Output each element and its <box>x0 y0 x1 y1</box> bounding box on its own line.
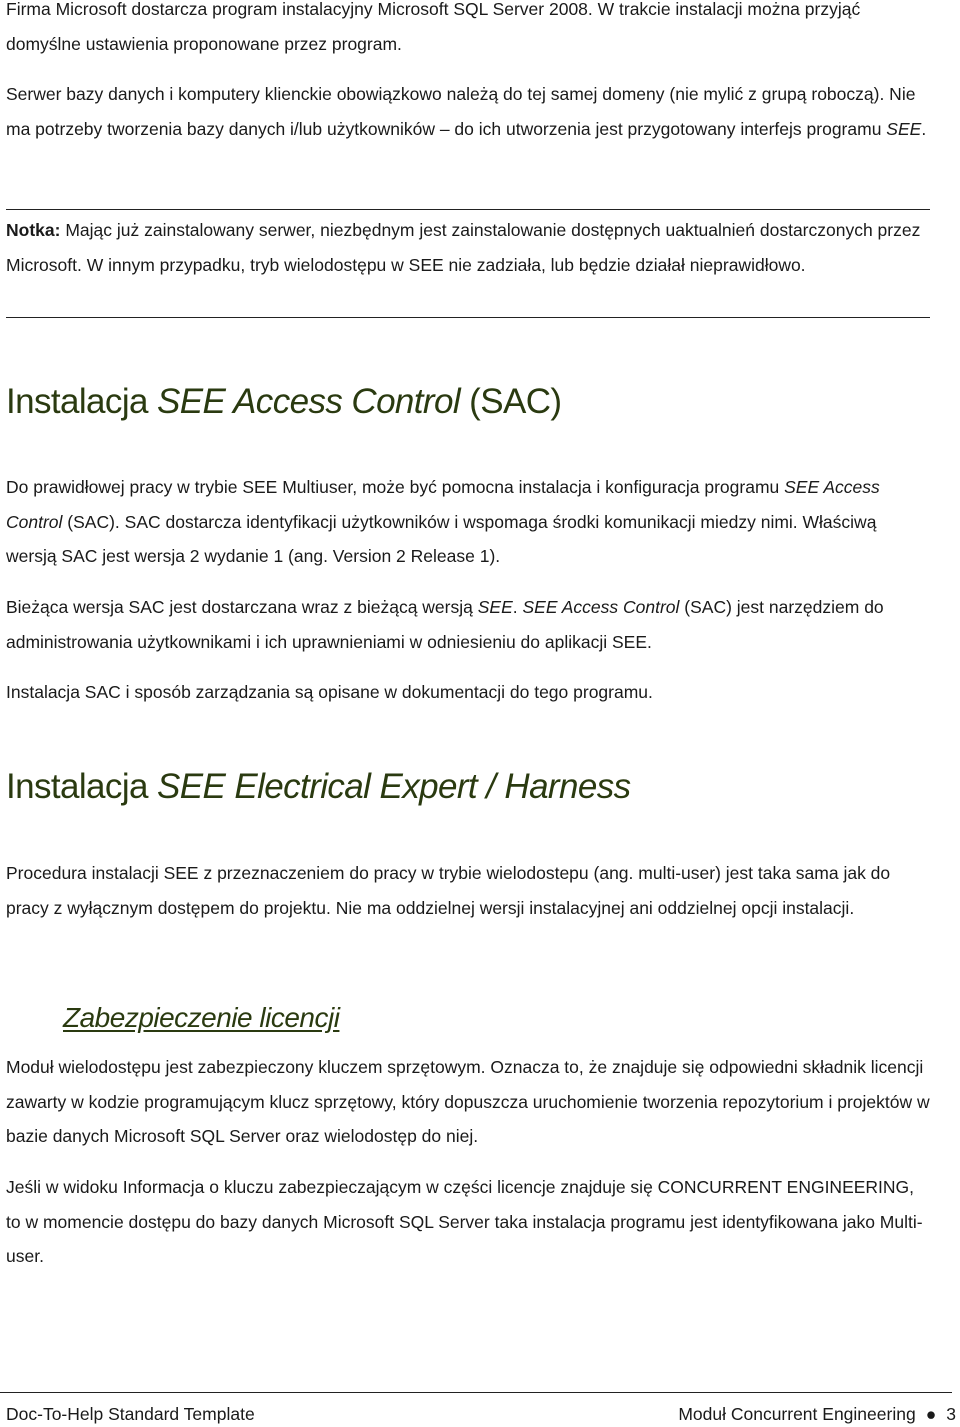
paragraph-text: (SAC). SAC dostarcza identyfikacji użytkowników i wspomaga środki komunikacji miedzy nimi. Właściwą wersją SAC jest wersja 2 wydanie 1 (ang. Version 2 Release 1). <box>6 511 877 566</box>
paragraph-procedure <box>6 856 930 925</box>
paragraph-text: (SAC) jest narzędziem do administrowania użytkownikami i ich uprawnieniami w odniesieniu do aplikacji SEE. <box>6 597 884 652</box>
paragraph-domain <box>6 77 930 146</box>
paragraph-text: . <box>512 597 523 617</box>
heading-text: Instalacja <box>6 382 157 421</box>
paragraph-concurrent <box>6 1170 930 1274</box>
paragraph-text: Procedura instalacji SEE z przeznaczeniem do pracy w trybie wielodostepu (ang. multi-user) jest taka sama jak do pracy z wyłącznym dostępem do projektu. Nie ma oddzielnej wersji instalacyjnej ani oddzielnej opcji instalacji. <box>6 863 891 918</box>
bullet-icon: ● <box>925 1404 937 1424</box>
paragraph-sql-installer <box>6 0 930 61</box>
paragraph-text: Firma Microsoft dostarcza program instalacyjny Microsoft SQL Server 2008. W trakcie instalacji można przyjąć domyślne ustawienia proponowane przez program. <box>6 0 861 54</box>
paragraph-text: Jeśli w widoku Informacja o kluczu zabezpieczającym w części licencje znajduje się CONCURRENT ENGINEERING, to w momencie dostępu do bazy danych Microsoft SQL Server taka instalacja programu jest identyfikowana jako Multi-user. <box>6 1177 923 1266</box>
note-label: Notka: <box>6 220 61 240</box>
heading-italic: SEE Access Control <box>157 382 461 421</box>
paragraph-text: Serwer bazy danych i komputery klienckie obowiązkowo należą do tej samej domeny (nie mylić z grupą roboczą). Nie ma potrzeby tworzenia bazy danych i/lub użytkowników – do ich utworzenia jest przygotowany interfejs programu <box>6 84 916 139</box>
paragraph-sac-docs <box>6 675 930 710</box>
paragraph-text: Moduł wielodostępu jest zabezpieczony kluczem sprzętowym. Oznacza to, że znajduje się odpowiedni składnik licencji zawarty w kodzie programującym klucz sprzętowy, który dopuszcza uruchomienie tworzenia repozytorium i projektów w bazie danych Microsoft SQL Server oraz wielodostęp do niej. <box>6 1057 930 1146</box>
footer-rule <box>0 1392 952 1393</box>
heading-text: Instalacja <box>6 767 157 806</box>
paragraph-text: Do prawidłowej pracy w trybie SEE Multiuser, może być pomocna instalacja i konfiguracja programu <box>6 477 785 497</box>
note-bottom-rule <box>6 317 930 318</box>
footer-section <box>678 1401 956 1427</box>
paragraph-text: Bieżąca wersja SAC jest dostarczana wraz z bieżącą wersją <box>6 597 478 617</box>
paragraph-italic: SEE <box>477 597 513 617</box>
paragraph-italic: SEE Access Control <box>6 477 880 532</box>
paragraph-text: . <box>921 118 927 139</box>
heading-sac <box>6 380 561 424</box>
paragraph-sac-version <box>6 590 930 659</box>
page-number: 3 <box>946 1404 956 1424</box>
note-paragraph <box>6 213 930 282</box>
paragraph-italic: SEE Access Control <box>522 597 680 617</box>
paragraph-hardware-key <box>6 1050 930 1154</box>
footer-section-title: Moduł Concurrent Engineering <box>678 1404 916 1424</box>
note-text: Mając już zainstalowany serwer, niezbędnym jest zainstalowanie dostępnych uaktualnień dostarczonych przez Microsoft. W innym przypadku, tryb wielodostępu w SEE nie zadziała, lub będzie działał nieprawidłowo. <box>6 220 921 275</box>
heading-electrical-expert <box>6 765 631 809</box>
footer-template-name: Doc-To-Help Standard Template <box>6 1404 255 1424</box>
paragraph-sac-intro <box>6 470 930 574</box>
heading-license-protection: Zabezpieczenie licencji <box>63 1002 340 1033</box>
note-top-rule <box>6 209 930 210</box>
paragraph-italic: SEE <box>886 118 922 139</box>
paragraph-text: Instalacja SAC i sposób zarządzania są opisane w dokumentacji do tego programu. <box>6 682 653 702</box>
heading-italic: SEE Electrical Expert / Harness <box>157 767 631 806</box>
heading-text: (SAC) <box>460 382 562 421</box>
